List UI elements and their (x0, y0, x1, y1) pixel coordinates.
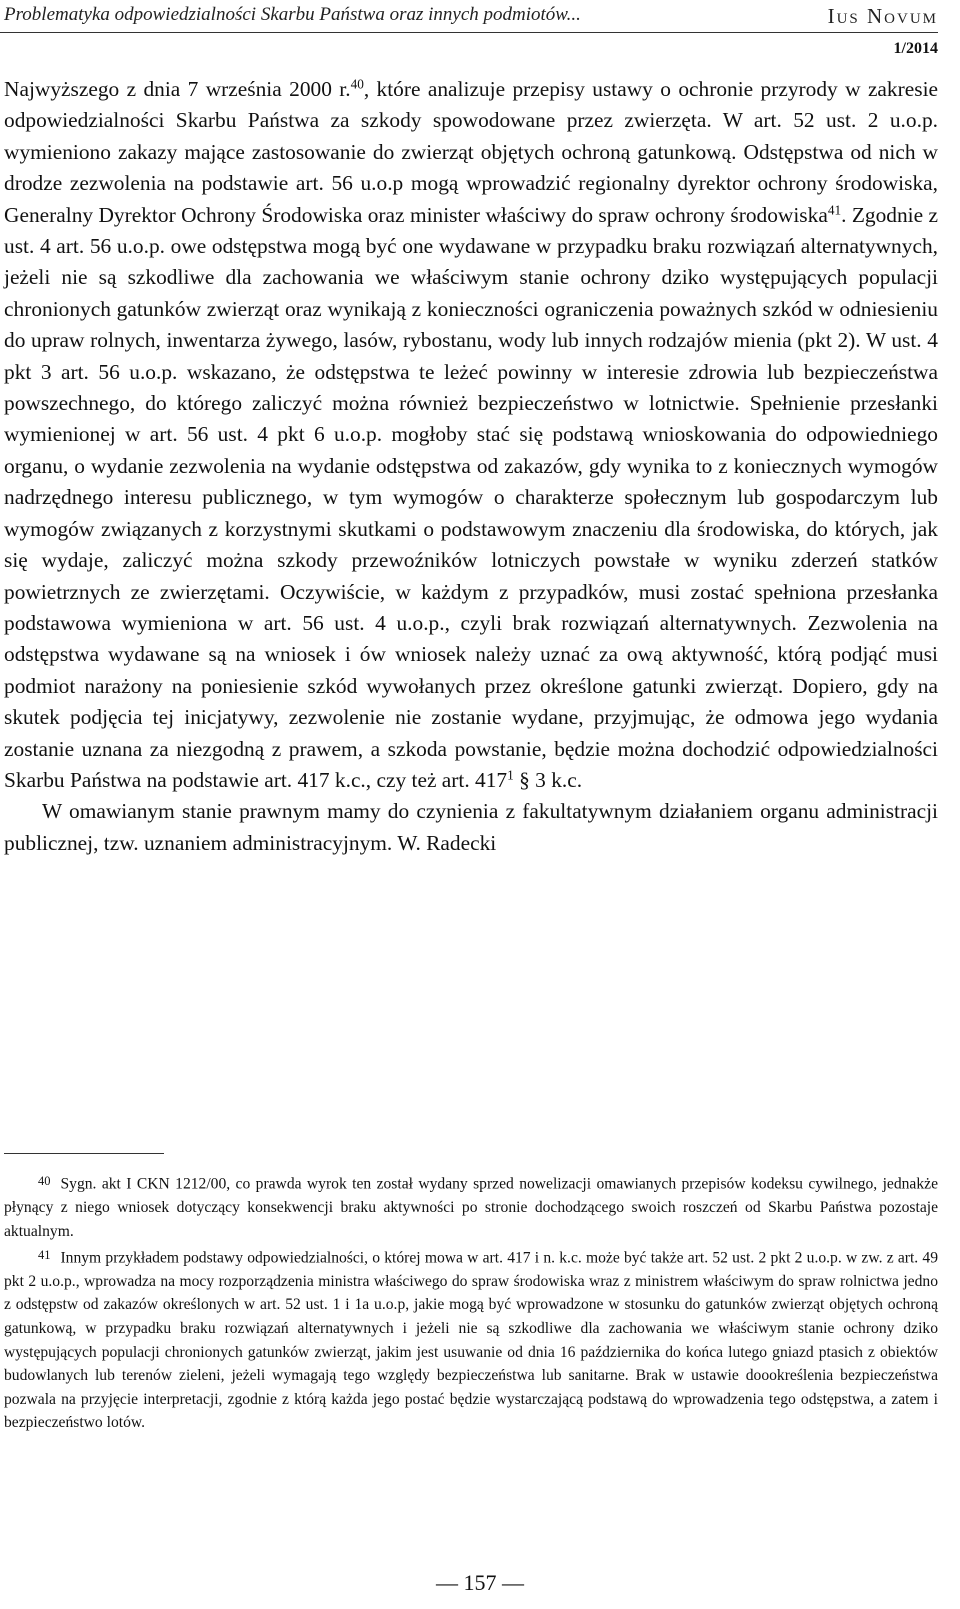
footnote-ref-40[interactable]: 40 (350, 76, 364, 92)
paragraph-1-part-d: § 3 k.c. (513, 767, 583, 792)
issue-number: 1/2014 (893, 40, 938, 57)
running-head (4, 2, 938, 32)
journal-name: Ius Novum (827, 4, 938, 28)
footnotes (4, 1170, 938, 1435)
footnote-number: 40 (38, 1174, 51, 1188)
paragraph-1 (4, 74, 938, 796)
footnote-40 (4, 1170, 938, 1244)
paragraph-2: W omawianym stanie prawnym mamy do czynienia z fakultatywnym działaniem organu administracji publicznej, tzw. uznaniem administracyjnym. W. Radecki (4, 799, 938, 855)
article-superscript: 1 (507, 767, 514, 783)
header-rule (0, 32, 938, 33)
footnote-41 (4, 1244, 938, 1435)
footnote-text: Innym przykładem podstawy odpowiedzialności, o której mowa w art. 417 i n. k.c. może być także art. 52 ust. 2 pkt 2 u.o.p. w zw. z art. 49 pkt 2 u.o.p., wprowadza na mocy rozporządzenia ministra właściwego do spraw środowiska wraz z ministrem właściwym do spraw rolnictwa jedno z odstępstw od zakazów określonych w art. 52 ust. 1 i 1a u.o.p, jakie mogą być wprowadzone w stosunku do gatunków zwierząt objętych ochroną gatunkową, w przypadku braku rozwiązań alternatywnych i jeżeli nie są szkodliwe dla zachowania we właściwym stanie ochrony dziko występujących populacji chronionych gatunków zwierząt, jakim jest usuwanie od dnia 16 października do końca lutego gniazd ptasich z obiektów budowlanych lub terenów zieleni, jeżeli wymagają tego względy bezpieczeństwa lub sanitarne. Brak w ustawie doookreślenia bezpieczeństwa pozwala na przyjęcie interpretacji, zgodnie z którą każda jego postać będzie wystarczającą podstawą do wprowadzenia tego odstępstwa, a zatem i bezpieczeństwo lotów. (4, 1249, 938, 1432)
body-text (4, 74, 938, 859)
paragraph-1-part-a: Najwyższego z dnia 7 września 2000 r. (4, 77, 351, 101)
footnote-number: 41 (38, 1247, 51, 1262)
footnote-ref-41[interactable]: 41 (827, 202, 842, 218)
footnote-rule (4, 1153, 164, 1154)
footnote-text: Sygn. akt I CKN 1212/00, co prawda wyrok ten został wydany sprzed nowelizacji omawianych przepisów kodeksu cywilnego, jednakże płynący z niego wniosek dotyczący konsekwencji braku aktywności po stronie dochodzącego swoich roszczeń od Skarbu Państwa pozostaje aktualnym. (4, 1175, 938, 1240)
paragraph-1-part-b: , które analizuje przepisy ustawy o ochronie przyrody w zakresie odpowiedzialności Skarbu Państwa za szkody spowodowane przez zwierzęta. W art. 52 ust. 2 u.o.p. wymieniono zakazy mające zastosowanie do zwierząt objętych ochroną gatunkową. Odstępstwa od nich w drodze zezwolenia na podstawie art. 56 u.o.p mogą wprowadzić regionalny dyrektor ochrony środowiska, Generalny Dyrektor Ochrony Środowiska oraz minister właściwy do spraw ochrony środowiska (4, 77, 939, 227)
page-number: — 157 — (436, 1570, 524, 1595)
running-title: Problematyka odpowiedzialności Skarbu Państwa oraz innych podmiotów... (4, 4, 581, 25)
paragraph-1-part-c: . Zgodnie z ust. 4 art. 56 u.o.p. owe odstępstwa mogą być one wydawane w przypadku braku rozwiązań alternatywnych, jeżeli nie są szkodliwe dla zachowania we właściwym stanie ochrony dziko występujących populacji chronionych gatunków zwierząt oraz wynikają z konieczności ograniczenia poważnych szkód w odniesieniu do upraw rolnych, inwentarza żywego, lasów, rybostanu, wody lub innych rodzajów mienia (pkt 2). W ust. 4 pkt 3 art. 56 u.o.p. wskazano, że odstępstwa te leżeć powinny w interesie zdrowia lub bezpieczeństwa powszechnego, do którego zaliczyć można również bezpieczeństwo w lotnictwie. Spełnienie przesłanki wymienionej w art. 56 ust. 4 pkt 6 u.o.p. mogłoby stać się podstawą wnioskowania do odpowiedniego organu, o wydanie zezwolenia na wydanie odstępstwa od zakazów, gdy wynika to z koniecznych wymogów nadrzędnego interesu publicznego, w tym wymogów o charakterze społecznym lub gospodarczym lub wymogów związanych z korzystnymi skutkami o podstawowym znaczeniu dla środowiska, do których, jak się wydaje, zaliczyć można szkody przewoźników lotniczych powstałe w wyniku zderzeń statków powietrznych ze zwierzętami. Oczywiście, w każdym z przypadków, musi zostać spełniona przesłanka podstawowa wymieniona w art. 56 ust. 4 u.o.p., czyli brak rozwiązań alternatywnych. Zezwolenia na odstępstwa wydawane są na wniosek i ów wniosek należy uznać za ową aktywność, którą podjąć musi podmiot narażony na poniesienie szkód wywołanych przez określone gatunki zwierząt. Dopiero, gdy na skutek podjęcia tej inicjatywy, zezwolenie nie zostanie wydane, przyjmując, że odmowa jego wydania zostanie uznana za niezgodną z prawem, a szkoda powstanie, będzie można dochodzić odpowiedzialności Skarbu Państwa na podstawie art. 417 k.c., czy też art. 417 (4, 202, 938, 792)
